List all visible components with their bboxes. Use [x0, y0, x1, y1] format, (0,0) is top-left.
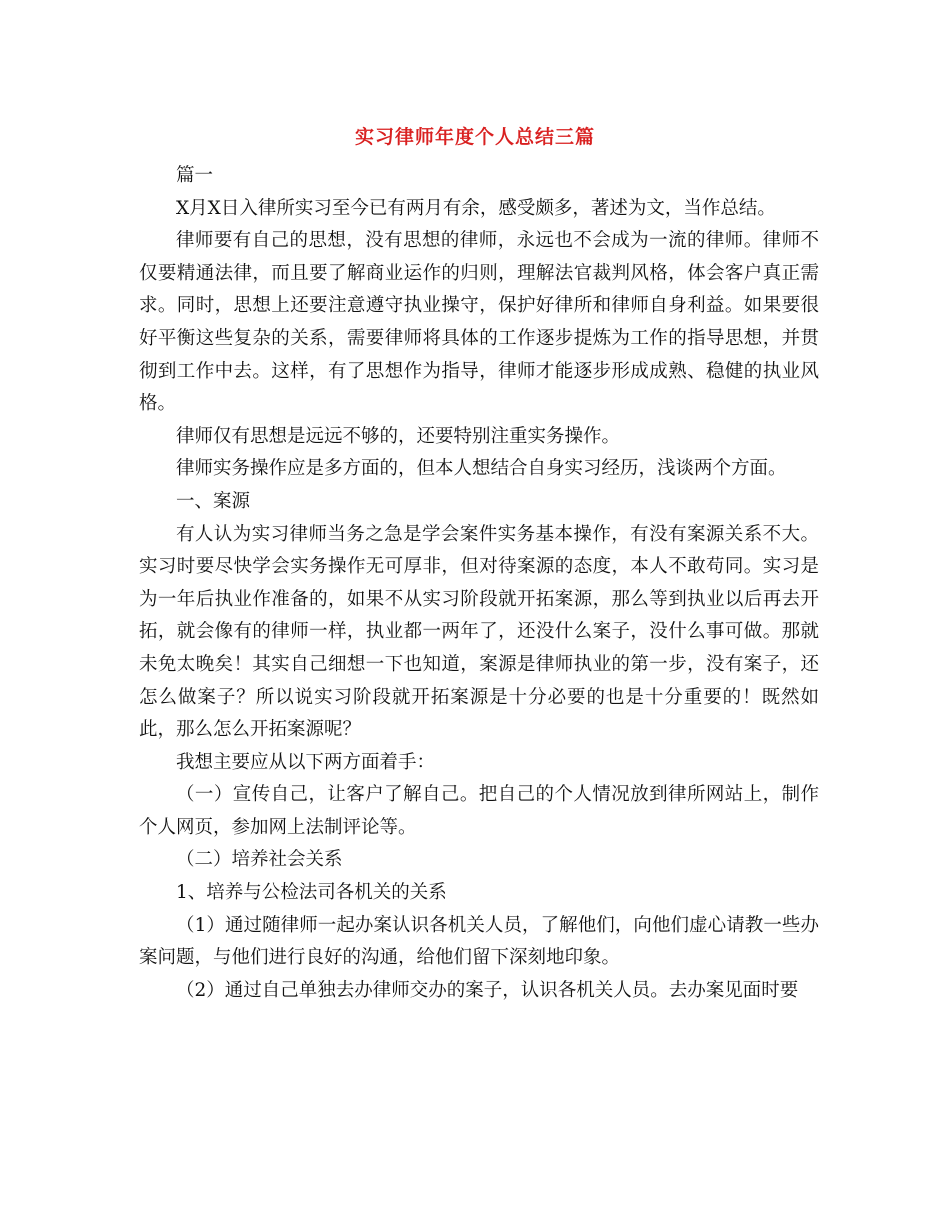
paragraph: （二）培养社会关系 — [176, 849, 343, 871]
paragraph: 1、培养与公检法司各机关的关系 — [176, 882, 447, 904]
paragraph: 律师要有自己的思想，没有思想的律师，永远也不会成为一流的律师。律师不仅要精通法律，而且要了解商业运作的归则，理解法官裁判风格，体会客户真正需求。同时，思想上还要注意遵守执业操守，保护好律所和律师自身利益。如果要很好平衡这些复杂的关系，需要律师将具体的工作逐步提炼为工作的指导思想，并贯彻到工作中去。这样，有了思想作为指导，律师才能逐步形成成熟、稳健的执业风格。 — [139, 230, 819, 415]
paragraph: （一）宣传自己，让客户了解自己。把自己的个人情况放到律所网站上，制作个人网页，参加网上法制评论等。 — [139, 784, 819, 838]
document-title: 实习律师年度个人总结三篇 — [354, 126, 595, 148]
paragraph: X月X日入律所实习至今已有两月有余，感受颇多，著述为文，当作总结。 — [176, 197, 776, 219]
paragraph: （1）通过随律师一起办案认识各机关人员，了解他们，向他们虚心请教一些办案问题，与他们进行良好的沟通，给他们留下深刻地印象。 — [139, 914, 819, 969]
document-body — [139, 160, 819, 1007]
paragraph: （2）通过自己单独去办律师交办的案子，认识各机关人员。去办案见面时要 — [176, 979, 799, 1001]
paragraph: 篇一 — [176, 165, 214, 186]
paragraph: 律师仅有思想是远远不够的，还要特别注重实务操作。 — [176, 425, 621, 447]
paragraph: 有人认为实习律师当务之急是学会案件实务基本操作，有没有案源关系不大。实习时要尽快学会实务操作无可厚非，但对待案源的态度，本人不敢苟同。实习是为一年后执业作准备的，如果不从实习阶段就开拓案源，那么等到执业以后再去开拓，就会像有的律师一样，执业都一两年了，还没什么案子，没什么事可做。那就未免太晚矣！其实自己细想一下也知道，案源是律师执业的第一步，没有案子，还怎么做案子？所以说实习阶段就开拓案源是十分必要的也是十分重要的！既然如此，那么怎么开拓案源呢？ — [139, 523, 819, 741]
paragraph: 一、案源 — [176, 490, 251, 512]
paragraph: 律师实务操作应是多方面的，但本人想结合自身实习经历，浅谈两个方面。 — [176, 458, 787, 480]
paragraph: 我想主要应从以下两方面着手： — [176, 751, 436, 773]
